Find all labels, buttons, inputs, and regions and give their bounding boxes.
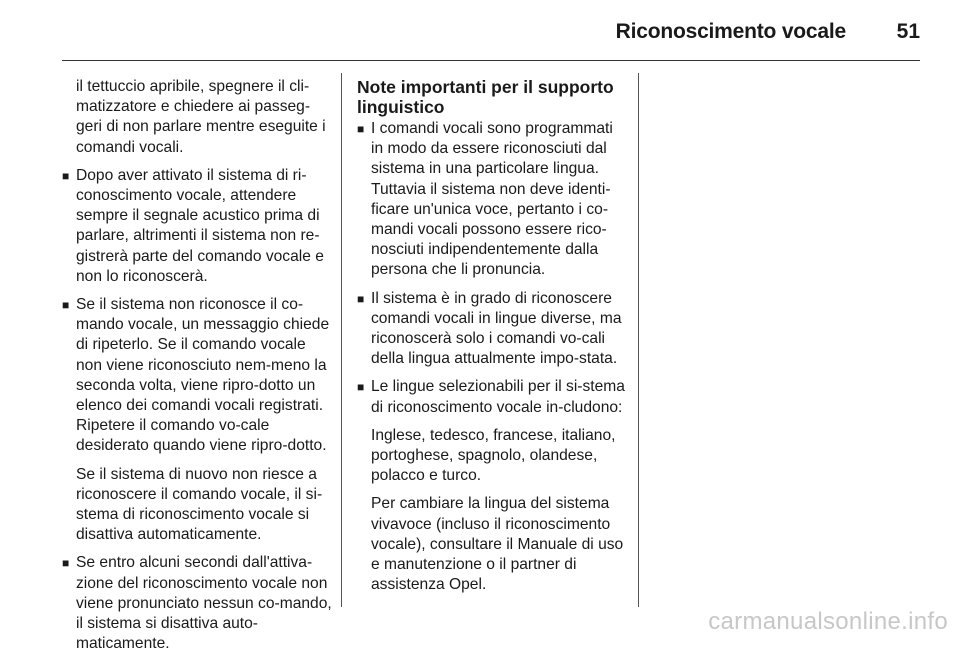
section-heading: Note importanti per il supporto linguistico	[357, 77, 614, 117]
list-item-text: I comandi vocali sono programmati in modo da essere riconosciuti dal sistema in una particolare lingua. Tuttavia il sistema non deve identi-ficare un'unica voce, pertanto i co-mandi vocali possono essere rico-nosciuti indipendentemente dalla persona che li pronuncia.	[371, 120, 613, 279]
list-item-text: Le lingue selezionabili per il si-stema di riconoscimento vocale in-cludono:	[371, 378, 625, 416]
bullet-square-icon: ■	[62, 298, 70, 313]
list-item-text: Dopo aver attivato il sistema di ri-conoscimento vocale, attendere sempre il segnale acustico prima di parlare, altrimenti il sistema non re-gistrerà parte del comando vocale e non lo riconoscerà.	[76, 166, 324, 285]
list-item-text: Se il sistema non riconosce il co-mando vocale, un messaggio chiede di ripeterlo. Se il comando vocale non viene riconosciuto nem-meno la seconda volta, viene ripro-dotto un elenco dei comandi vocali registrati. Ripetere il comando vo-cale desiderato quando viene ripro-dotto.	[76, 296, 330, 455]
list-item	[62, 295, 332, 545]
page-number: 51	[896, 20, 920, 43]
watermark: carmanualsonline.info	[708, 608, 948, 635]
column-1	[62, 77, 332, 662]
continued-paragraph: il tettuccio apribile, spegnere il cli-matizzatore e chiedere ai passeg-geri di non parlare mentre eseguite i comandi vocali.	[76, 78, 326, 156]
bullet-square-icon: ■	[357, 380, 365, 395]
bullet-square-icon: ■	[62, 168, 70, 183]
bullet-square-icon: ■	[357, 291, 365, 306]
list-item-text: Se entro alcuni secondi dall'attiva-zione del riconoscimento vocale non viene pronunciato nessun co-mando, il sistema si disattiva auto-maticamente.	[76, 554, 332, 653]
column-divider-right	[638, 73, 639, 607]
list-item-text: Inglese, tedesco, francese, italiano, portoghese, spagnolo, olandese, polacco e turco.	[371, 426, 616, 485]
bullet-square-icon: ■	[62, 556, 70, 571]
bullet-square-icon: ■	[357, 122, 365, 136]
list-item	[357, 377, 627, 595]
column-2	[357, 77, 627, 603]
list-item	[357, 119, 627, 281]
list-item	[62, 166, 332, 287]
page-title: Riconoscimento vocale	[615, 20, 846, 43]
list-item-text: Per cambiare la lingua del sistema vivavoce (incluso il riconoscimento vocale), consultare il Manuale di uso e manutenzione o il partner di assistenza Opel.	[371, 495, 624, 594]
list-item	[62, 553, 332, 654]
list-item	[357, 289, 627, 370]
list-item-text: Se il sistema di nuovo non riesce a riconoscere il comando vocale, il si-stema di riconoscimento vocale si disattiva automaticamente.	[76, 465, 323, 544]
list-item-text: Il sistema è in grado di riconoscere comandi vocali in lingue diverse, ma riconoscerà solo i comandi vo-cali della lingua attualmente impo-stata.	[371, 289, 622, 368]
page-header	[62, 14, 920, 61]
column-divider-left	[341, 73, 342, 607]
